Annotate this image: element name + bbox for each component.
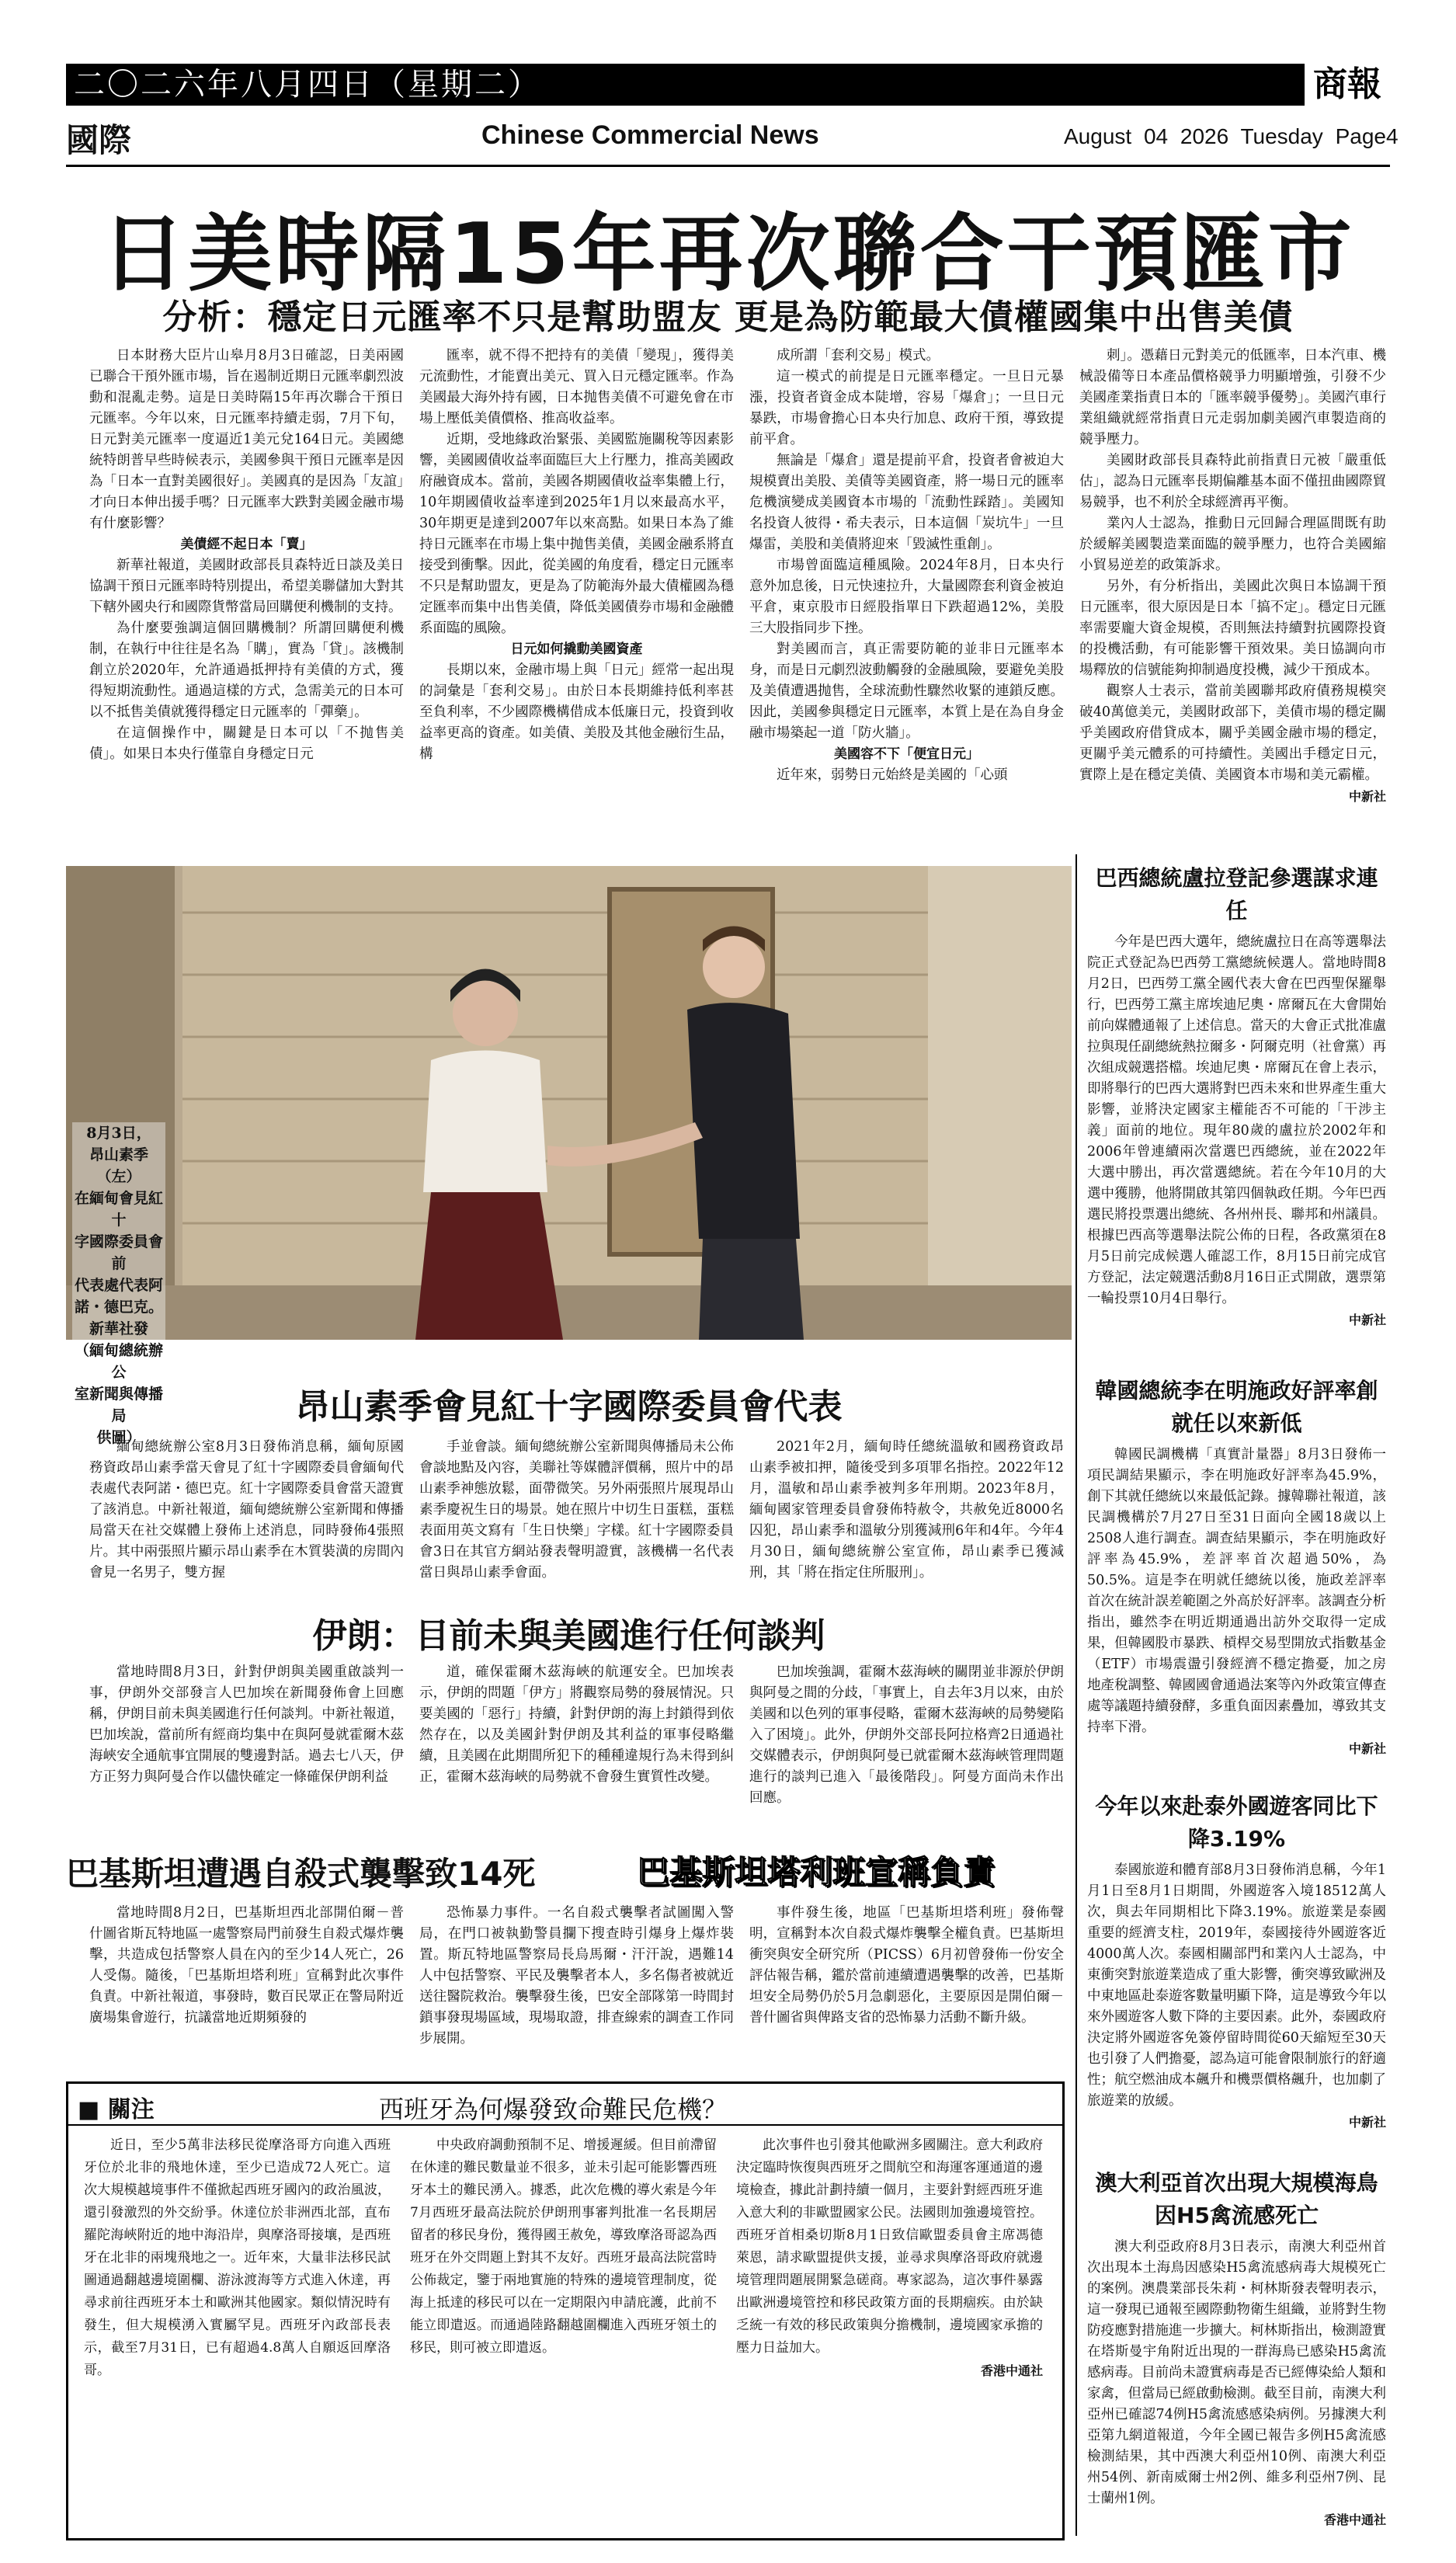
article-2-column-3 [749,1437,1064,1608]
feature-box [66,2081,1065,2540]
caption-line: 代表處代表阿 [74,1277,163,1294]
paragraph: 日本財務大臣片山皋月8月3日確認，日美兩國已聯合干預外匯市場，旨在遏制近期日元匯率劇烈波動和混亂走勢。這是日美時隔15年再次聯合干預日元匯率。今年以來，日元匯率持續走弱，7月下旬，日元對美元匯率一度逼近1美元兌164日元。美國總統特朗普早些時候表示，美國參與干預日元匯率是因為「日本一直對美國很好」。美國真的是因為「友誼」才向日本伸出援手嗎？日元匯率大跌對美國金融市場有什麼影響？ [89,348,404,531]
paragraph: 成所謂「套利交易」模式。 [777,348,940,363]
header-rule [66,165,1390,167]
caption-line: 新華社發 [89,1320,148,1337]
masthead: Chinese Commercial News [481,120,819,150]
article-4-column-1 [89,1903,404,2066]
paragraph: 緬甸總統辦公室8月3日發佈消息稱，緬甸原國務資政昂山素季當天會見了紅十字國際委員會緬甸代表處代表阿諾・德巴克。紅十字國際委員會當天證實了該消息。中新社報道，緬甸總統辦公室新聞和傳播局當天在社交媒體上發佈上述消息，同時發佈4張照片。其中兩張照片顯示昂山素季在木質裝潢的房間內會見一名男子，雙方握 [89,1439,404,1581]
feature-title: 西班牙為何爆發致命難民危機？ [379,2095,728,2124]
byline: 中新社 [1348,1741,1386,1756]
byline: 中新社 [1348,2115,1386,2130]
date-bar [66,64,1390,106]
byline: 香港中通社 [1323,2513,1386,2527]
subheading: 日元如何撬動美國資產 [510,642,643,657]
paragraph: 市場曾面臨這種風險。2024年8月，日本央行意外加息後，日元快速拉升，大量國際套利資金被迫平倉，東京股市日經股指單日下跌超過12%，美股三大股指同步下挫。 [749,558,1064,636]
paragraph: 近日，至少5萬非法移民從摩洛哥方向進入西班牙位於北非的飛地休達，至少已造成72人死亡。這次大規模越境事件不僅掀起西班牙國內的政治風波，還引發激烈的外交紛爭。休達位於非洲西北部，直布羅陀海峽附近的地中海沿岸，與摩洛哥接壤，是西班牙在北非的兩塊飛地之一。近年來，大量非法移民試圖通過翻越邊境圍欄、游泳渡海等方式進入休達，再尋求前往西班牙本土和歐洲其他國家。類似情況時有發生，但大規模湧入實屬罕見。西班牙內政部長表示，截至7月31日，已有超過4.8萬人自願返回摩洛哥。 [84,2137,391,2378]
feature-column-1 [84,2134,391,2526]
caption-line: 諾・德巴克。 [74,1299,163,1316]
paragraph: 巴加埃強調，霍爾木茲海峽的關閉並非源於伊朗與阿曼之間的分歧，「事實上，自去年3月以來，由於美國和以色列的軍事侵略，霍爾木茲海峽的局勢變陷入了困境」。此外，伊朗外交部長阿拉格齊2日通過社交媒體表示，伊朗與阿曼已就霍爾木茲海峽管理問題進行的談判已進入「最後階段」。阿曼方面尚未作出回應。 [749,1664,1064,1806]
article-4-column-2 [419,1903,734,2066]
lead-column-3 [749,346,1064,843]
byline: 中新社 [1348,1313,1386,1327]
feature-tag-label: 關注 [107,2096,155,2123]
paragraph: 中央政府調動預制不足、增援遲緩。但目前滯留在休達的難民數量並不很多，並未引起可能影響西班牙本土的難民湧入。據悉，此次危機的導火索是今年7月西班牙最高法院於伊朗刑事審判批准一名長期居留者的移民身份，獲得國王赦免，導致摩洛哥認為西班牙在外交問題上對其不友好。西班牙最高法院當時公佈裁定，鑒于兩地實施的特殊的邊境管理制度，從海上抵達的移民可以在一定期限內申請庇護，此前不能立即遣返。而通過陸路翻越圍欄進入西班牙領土的移民，則可被立即遣返。 [410,2137,717,2356]
paragraph: 韓國民調機構「真實計量器」8月3日發佈一項民調結果顯示，李在明施政好評率為45.9%，創下其就任總統以來最低記錄。據韓聯社報道，該民調機構於7月27日至31日面向全國18歲以上2508人進行調查。調查結果顯示，李在明施政好評率為45.9%，差評率首次超過50%，為50.5%。這是李在明就任總統以後，施政差評率首次在統計誤差範圍之外高於好評率。該調查分析指出，雖然李在明近期通過出訪外交取得一定成果，但韓國股市暴跌、槓桿交易型開放式指數基金（ETF）市場震盪引發經濟不穩定擔憂，加之房地產稅調整、韓國國會通過法案等內外政策宣傳查處等議題持續發酵，多重負面因素疊加，導致其支持率下滑。 [1087,1447,1386,1735]
article-3-headline: 伊朗：目前未與美國進行任何談判 [312,1616,825,1656]
paragraph: 手並會談。緬甸總統辦公室新聞與傳播局未公佈會談地點及內容，美聯社等媒體評價稱，照片中的昂山素季神態放鬆，面帶微笑。另外兩張照片展現昂山素季慶祝生日的場景。她在照片中切生日蛋糕，蛋糕表面用英文寫有「生日快樂」字樣。紅十字國際委員會3日在其官方網站發表聲明證實，該機構一名代表當日與昂山素季會面。 [419,1439,734,1581]
article-2-headline: 昂山素季會見紅十字國際委員會代表 [295,1387,843,1427]
feature-column-2 [410,2134,717,2526]
caption-line: （緬甸總統辦公 [74,1342,163,1381]
meeting-photo-illustration [66,866,1072,1340]
sidebar-headline: 澳大利亞首次出現大規模海鳥因H5禽流感死亡 [1095,2170,1378,2228]
lead-headline: 日美時隔15年再次聯合干預匯市 [101,206,1355,303]
caption-line: 供圖） [96,1429,141,1446]
lead-column-2 [419,346,734,843]
paragraph: 近期，受地緣政治緊張、美國監施關稅等因素影響，美國國債收益率面臨巨大上行壓力，推高美國政府融資成本。當前，美國各期國債收益率集體上行，10年期國債收益率達到2025年1月以來最高水平，30年期更是達到2007年以來高點。如果日本為了維持日元匯率在市場上集中抛售美債，美國金融系將直接受到衝擊。因此，從美國的角度看，穩定日元匯率不只是幫助盟友，更是為了防範海外最大債權國為穩定匯率而集中出售美債，降低美國債券市場和金融體系面臨的風險。 [419,432,734,636]
sidebar-story-1 [1087,862,1386,1359]
paragraph: 近年來，弱勢日元始終是美國的「心頭 [777,767,1008,783]
caption-line: 昂山素季（左） [89,1146,148,1185]
lead-column-4 [1079,346,1386,843]
caption-line: 字國際委員會前 [74,1233,163,1272]
paragraph: 觀察人士表示，當前美國聯邦政府債務規模突破40萬億美元，美國財政部下，美債市場的穩定關乎美國政府借貸成本，關乎美國金融市場的穩定，更關乎美元體系的可持續性。美國出手穩定日元，實際上是在穩定美債、美國資本市場和美元霸權。 [1079,683,1386,783]
lead-column-1 [89,346,404,843]
paragraph: 此次事件也引發其他歐洲多國關注。意大利政府決定臨時恢復與西班牙之間航空和海運客運通道的邊境檢查，據此計劃持續一個月，主要針對經西班牙進入意大利的非歐盟國家公民。法國則加強邊境管控。西班牙首相桑切斯8月1日致信歐盟委員會主席馮德萊恩，請求歐盟提供支援，並尋求與摩洛哥政府就邊境管理問題展開緊急磋商。專家認為，這次事件暴露出歐洲邊境管控和移民政策方面的長期痼疾。由於缺乏統一有效的移民政策與分擔機制，邊境國家承擔的壓力日益加大。 [736,2137,1043,2356]
sidebar-story-3 [1087,1790,1386,2155]
byline: 中新社 [1348,789,1386,804]
paragraph: 匯率，就不得不把持有的美債「變現」，獲得美元流動性，才能賣出美元、買入日元穩定匯率。作為美國最大海外持有國，日本抛售美債不可避免會在市場上壓低美債價格、推高收益率。 [419,348,734,426]
paragraph: 道，確保霍爾木茲海峽的航運安全。巴加埃表示，伊朗的問題「伊方」將觀察局勢的發展情況。只要美國的「惡行」持續，針對伊朗的海上封鎖得到依然存在，以及美國針對伊朗及其利益的軍事侵略繼續，且美國在此期間所犯下的種種違規行為未得到糾正，霍爾木茲海峽的局勢就不會發生實質性改變。 [419,1664,734,1785]
sidebar-headline: 今年以來赴泰外國遊客同比下降3.19% [1095,1793,1378,1852]
subheading: 美債經不起日本「賣」 [180,537,313,552]
issue-date: 二〇二六年八月四日（星期二） [74,67,541,103]
article-4-headline: 巴基斯坦遭遇自殺式襲擊致14死 [66,1855,536,1893]
sidebar-story-4 [1087,2167,1386,2536]
caption-line: 8月3日， [86,1125,151,1142]
feature-tag: ■ 關注 [78,2096,155,2123]
paper-name: 商報 [1305,61,1390,109]
paragraph: 這一模式的前提是日元匯率穩定。一旦日元暴漲，投資者資金成本陡增，容易「爆倉」；一旦日元暴跌，市場會擔心日本央行加息、政府干預，導致提前平倉。 [749,369,1064,447]
paragraph: 刺」。憑藉日元對美元的低匯率，日本汽車、機械設備等日本產品價格競爭力明顯增強，引發不少美國產業指責日本的「匯率競爭優勢」。美國汽車行業組織就經常指責日元走弱加劇美國汽車製造商的競爭壓力。 [1079,348,1386,447]
paragraph: 今年是巴西大選年，總統盧拉日在高等選舉法院正式登記為巴西勞工黨總統候選人。當地時間8月2日，巴西勞工黨全國代表大會在巴西聖保羅舉行，巴西勞工黨主席埃迪尼奧・席爾瓦在大會開始前向媒體通報了上述信息。當天的大會正式批准盧拉與現任副總統熱拉爾多・阿爾克明（社會黨）再次組成競選搭檔。埃迪尼奧・席爾瓦在會上表示，即將舉行的巴西大選將對巴西未來和世界產生重大影響，並將決定國家主權能否不可能的「干涉主義」面前的地位。現年80歲的盧拉於2002年和2006年曾連續兩次當選巴西總統，並在2022年大選中勝出，再次當選總統。若在今年10月的大選中獲勝，他將開啟其第四個執政任期。今年巴西選民將投票選出總統、各州州長、聯邦和州議員。根據巴西高等選舉法院公佈的日程，各政黨須在8月5日前完成候選人確認工作，8月15日前完成官方登記，法定競選活動8月16日正式開啟，選票第一輪投票10月4日舉行。 [1087,934,1386,1306]
subheading: 美國容不下「便宜日元」 [834,746,979,762]
paragraph: 新華社報道，美國財政部長貝森特近日談及美日協調干預日元匯率時特別提出，希望美聯儲加大對其下轄外國央行和國際貨幣當局回購便利機制的支持。 [89,558,404,615]
article-3-column-2 [419,1662,734,1841]
feature-header [68,2084,1062,2126]
section-label: 國際 [66,121,132,159]
feature-column-3 [736,2134,1043,2526]
article-2-column-1 [89,1437,404,1608]
sidebar-headline: 韓國總統李在明施政好評率創就任以來新低 [1095,1378,1378,1436]
article-3-column-1 [89,1662,404,1841]
sidebar-divider [1075,854,1077,2536]
paragraph: 泰國旅遊和體育部8月3日發佈消息稱，今年1月1日至8月1日期間，外國遊客入境18512萬人次，與去年同期相比下降3.19%。旅遊業是泰國重要的經濟支柱，2019年，泰國接待外國遊客近4000萬人次。泰國相關部門和業內人士認為，中東衝突對旅遊業造成了重大影響，衝突導致歐洲及中東地區赴泰遊客數量明顯下降，這是導致今年以來外國遊客人數下降的主要因素。此外，泰國政府決定將外國遊客免簽停留時間從60天縮短至30天也引發了人們擔憂，認為這可能會限制旅行的舒適性；航空燃油成本飆升和機票價格飆升，也加劇了旅遊業的放緩。 [1087,1862,1386,2109]
paragraph: 當地時間8月2日，巴基斯坦西北部開伯爾－普什圖省斯瓦特地區一處警察局門前發生自殺式爆炸襲擊，共造成包括警察人員在內的至少14人死亡，26人受傷。隨後，「巴基斯坦塔利班」宣稱對此次事件負責。中新社報道，事發時，數百民眾正在警局附近廣場集會遊行，抗議當地近期頻發的 [89,1905,404,2026]
sidebar-story-2 [1087,1375,1386,1779]
paragraph: 恐怖暴力事件。一名自殺式襲擊者試圖闖入警局，在門口被執勤警員攔下搜查時引爆身上爆炸裝置。斯瓦特地區警察局長烏馬爾・汗汗說，遇難14人中包括警察、平民及襲擊者本人，多名傷者被就近送往醫院救治。襲擊發生後，巴安全部隊第一時間封鎖事發現場區域，現場取證，排查線索的調查工作同步展開。 [419,1905,734,2047]
paragraph: 另外，有分析指出，美國此次與日本協調干預日元匯率，很大原因是日本「搞不定」。穩定日元匯率需要龐大資金規模，否則無法持續對抗國際投資的投機活動，有可能影響干預效果。美日協調向市場釋放的信號能夠抑制過度投機，減少干預成本。 [1079,579,1386,678]
paragraph: 長期以來，金融市場上與「日元」經常一起出現的詞彙是「套利交易」。由於日本長期維持低利率甚至負利率，不少國際機構借成本低廉日元，投資到收益率更高的資產。如美債、美股及其他金融衍生品，構 [419,662,734,762]
caption-line: 室新聞與傳播局 [74,1386,163,1424]
article-4-column-3 [749,1903,1064,2066]
lead-subhead: 分析：穩定日元匯率不只是幫助盟友 更是為防範最大債權國集中出售美債 [162,297,1294,337]
paragraph: 2021年2月，緬甸時任總統溫敏和國務資政昂山素季被扣押，隨後受到多項罪名指控。2022年12月，溫敏和昂山素季被判多年刑期。2023年8月，緬甸國家管理委員會發佈特赦令，共赦免近8000名囚犯，昂山素季和溫敏分別獲減刑6年和4年。今年4月30日，緬甸總統辦公室宣佈，昂山素季已獲減刑，其「將在指定住所服刑」。 [749,1439,1064,1581]
paragraph: 對美國而言，真正需要防範的並非日元匯率本身，而是日元劇烈波動觸發的金融風險，要避免美股及美債遭遇抛售，全球流動性驟然收緊的連鎖反應。因此，美國參與穩定日元匯率，本質上是在為自身金融市場築起一道「防火牆」。 [749,642,1064,741]
byline: 香港中通社 [980,2363,1043,2378]
paragraph: 在這個操作中，關鍵是日本可以「不抛售美債」。如果日本央行僅靠自身穩定日元 [89,725,404,762]
paragraph: 為什麼要強調這個回購機制？所謂回購便利機制，在執行中往往是名為「購」，實為「貸」。該機制創立於2020年，允許通過抵押持有美債的方式，獲得短期流動性。通過這樣的方式，急需美元的日本可以不抵售美債就獲得穩定日元匯率的「彈藥」。 [89,621,404,720]
paragraph: 當地時間8月3日，針對伊朗與美國重啟談判一事，伊朗外交部發言人巴加埃在新聞發佈會上回應稱，伊朗目前未與美國進行任何談判。中新社報道，巴加埃說，當前所有經商均集中在與阿曼就霍爾木茲海峽安全通航事宜開展的雙邊對話。過去七八天，伊方正努力與阿曼合作以儘快確定一條確保伊朗利益 [89,1664,404,1785]
article-4-subheadline: 巴基斯坦塔利班宣稱負責 [637,1853,996,1891]
article-3-column-3 [749,1662,1064,1841]
dateline: August 04 2026 Tuesday Page4 [1064,124,1399,148]
paragraph: 業內人士認為，推動日元回歸合理區間既有助於緩解美國製造業面臨的競爭壓力，也符合美國縮小貿易逆差的政策訴求。 [1079,516,1386,573]
article-2-column-2 [419,1437,734,1608]
paragraph: 澳大利亞政府8月3日表示，南澳大利亞州首次出現本土海鳥因感染H5禽流感病毒大規模死亡的案例。澳農業部長朱莉・柯林斯發表聲明表示，這一發現已通報至國際動物衛生組織，並將對生物防疫應對措施進一步擴大。柯林斯指出，檢測證實在塔斯曼宇角附近出現的一群海鳥已感染H5禽流感病毒。目前尚未證實病毒是否已經傳染給人類和家禽，但當局已經啟動檢測。截至目前，南澳大利亞州已確認74例H5禽流感感染病例。另據澳大利亞第九網道報道，今年全國已報告多例H5禽流感檢測結果，其中西澳大利亞州10例、南澳大利亞州54例、新南威爾士州2例、維多利亞州7例、昆士蘭州1例。 [1087,2239,1386,2506]
caption-line: 在緬甸會見紅十 [74,1190,163,1229]
paragraph: 無論是「爆倉」還是提前平倉，投資者會被迫大規模賣出美股、美債等美國資產，將一場日元的匯率危機演變成美國資本市場的「流動性踩踏」。美國知名投資人彼得・希夫表示，日本這個「炭坑牛」一旦爆雷，美股和美債將迎來「毀滅性重創」。 [749,453,1064,552]
paragraph: 事件發生後，地區「巴基斯坦塔利班」發佈聲明，宣稱對本次自殺式爆炸襲擊全權負責。巴基斯坦衝突與安全研究所（PICSS）6月初曾發佈一份安全評估報告稱，鑑於當前連續遭遇襲擊的改善，巴基斯坦安全局勢仍於5月急劇惡化，主要原因是開伯爾－普什圖省與俾路支省的恐怖暴力活動不斷升級。 [749,1905,1064,2026]
sidebar-headline: 巴西總統盧拉登記參選謀求連任 [1095,865,1378,923]
paragraph: 美國財政部長貝森特此前指責日元被「嚴重低估」，認為日元匯率長期偏離基本面不僅扭曲國際貿易競爭，也不利於全球經濟再平衡。 [1079,453,1386,510]
